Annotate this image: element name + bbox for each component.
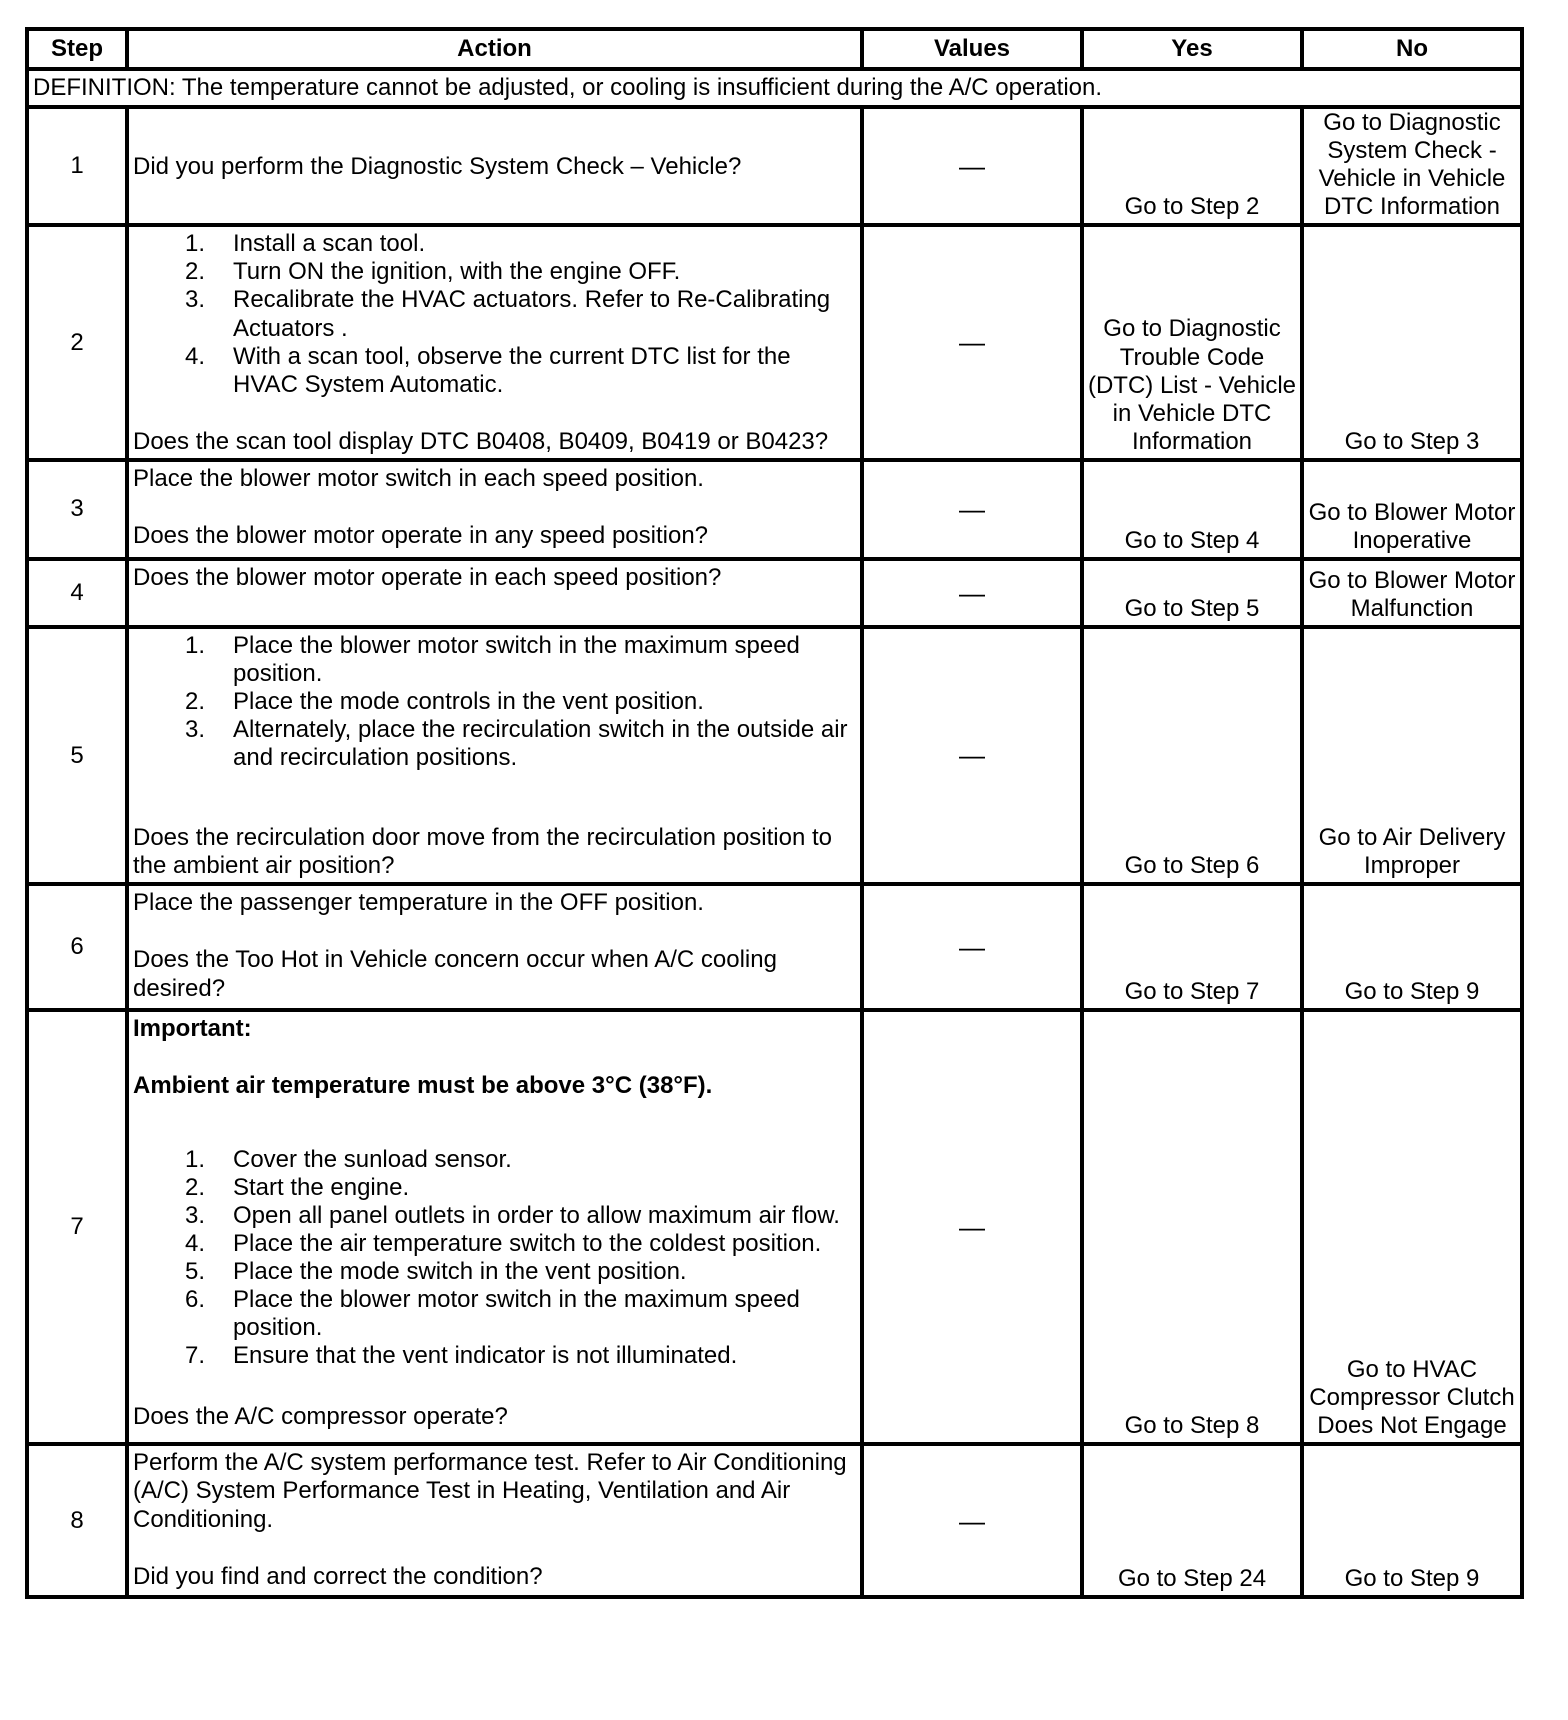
values-cell: —	[862, 627, 1082, 885]
header-yes: Yes	[1082, 29, 1302, 69]
action-cell	[127, 107, 862, 225]
header-no: No	[1302, 29, 1522, 69]
yes-cell: Go to Step 6	[1082, 627, 1302, 885]
list-item: 5. Place the mode switch in the vent position.	[184, 1257, 687, 1285]
yes-cell: Go to Step 7	[1082, 884, 1302, 1010]
table-row	[27, 627, 1522, 885]
values-cell: —	[862, 1444, 1082, 1597]
action-cell	[127, 884, 862, 1010]
table-row	[27, 559, 1522, 627]
no-cell: Go to HVAC Compressor Clutch Does Not Engage	[1302, 1010, 1522, 1444]
action-cell	[127, 627, 862, 885]
important-text: Ambient air temperature must be above 3°C (38°F).	[133, 1072, 713, 1100]
yes-cell: Go to Step 5	[1082, 559, 1302, 627]
step-number: 7	[27, 1010, 127, 1444]
step-number: 8	[27, 1444, 127, 1597]
yes-cell: Go to Step 24	[1082, 1444, 1302, 1597]
list-item: 3. Alternately, place the recirculation switch in the outside air and recirculation positions.	[184, 716, 848, 772]
table-row	[27, 460, 1522, 559]
list-item: 4. Place the air temperature switch to the coldest position.	[184, 1229, 822, 1257]
list-item: 3. Recalibrate the HVAC actuators. Refer to Re-Calibrating Actuators .	[184, 286, 831, 342]
header-action: Action	[127, 29, 862, 69]
yes-cell: Go to Diagnostic Trouble Code (DTC) List - Vehicle in Vehicle DTC Information	[1082, 225, 1302, 460]
action-question: Did you perform the Diagnostic System Check – Vehicle?	[133, 152, 742, 180]
step-number: 3	[27, 460, 127, 559]
table-row	[27, 1444, 1522, 1597]
action-cell	[127, 1444, 862, 1597]
yes-cell: Go to Step 4	[1082, 460, 1302, 559]
table-row	[27, 884, 1522, 1010]
step-number: 6	[27, 884, 127, 1010]
table-row	[27, 1010, 1522, 1444]
table-row	[27, 107, 1522, 225]
action-intro: Perform the A/C system performance test. Refer to Air Conditioning (A/C) System Performance Test in Heating, Ventilation and Air Conditioning.	[133, 1449, 847, 1533]
action-question: Does the scan tool display DTC B0408, B0409, B0419 or B0423?	[133, 427, 829, 455]
action-cell	[127, 460, 862, 559]
action-intro: Place the passenger temperature in the OFF position.	[133, 889, 704, 917]
list-item: 1. Cover the sunload sensor.	[184, 1145, 512, 1173]
list-item: 3. Open all panel outlets in order to allow maximum air flow.	[184, 1201, 840, 1229]
step-number: 5	[27, 627, 127, 885]
list-item: 2. Place the mode controls in the vent position.	[184, 688, 704, 716]
values-cell: —	[862, 460, 1082, 559]
no-cell: Go to Step 9	[1302, 884, 1522, 1010]
header-values: Values	[862, 29, 1082, 69]
list-item: 7. Ensure that the vent indicator is not illuminated.	[184, 1342, 738, 1370]
no-cell: Go to Step 3	[1302, 225, 1522, 460]
important-label: Important:	[133, 1015, 252, 1043]
step-number: 1	[27, 107, 127, 225]
action-question: Did you find and correct the condition?	[133, 1562, 543, 1590]
values-cell: —	[862, 884, 1082, 1010]
list-item: 2. Start the engine.	[184, 1173, 410, 1201]
no-cell: Go to Blower Motor Inoperative	[1302, 460, 1522, 559]
action-intro: Place the blower motor switch in each speed position.	[133, 464, 704, 492]
action-question: Does the blower motor operate in each speed position?	[133, 563, 722, 591]
step-number: 4	[27, 559, 127, 627]
action-list	[133, 1146, 856, 1371]
action-question: Does the blower motor operate in any speed position?	[133, 521, 709, 549]
list-item: 4. With a scan tool, observe the current DTC list for the HVAC System Automatic.	[184, 342, 791, 398]
list-item: 2. Turn ON the ignition, with the engine OFF.	[184, 258, 681, 286]
definition-row	[27, 69, 1522, 107]
no-cell: Go to Blower Motor Malfunction	[1302, 559, 1522, 627]
action-list	[133, 632, 856, 772]
values-cell: —	[862, 225, 1082, 460]
table-row	[27, 225, 1522, 460]
yes-cell: Go to Step 2	[1082, 107, 1302, 225]
action-cell	[127, 1010, 862, 1444]
action-cell	[127, 225, 862, 460]
values-cell: —	[862, 559, 1082, 627]
no-cell: Go to Step 9	[1302, 1444, 1522, 1597]
header-row	[27, 29, 1522, 69]
values-cell: —	[862, 1010, 1082, 1444]
no-cell: Go to Diagnostic System Check - Vehicle in Vehicle DTC Information	[1302, 107, 1522, 225]
no-cell: Go to Air Delivery Improper	[1302, 627, 1522, 885]
action-cell	[127, 559, 862, 627]
action-question: Does the A/C compressor operate?	[133, 1403, 508, 1431]
step-number: 2	[27, 225, 127, 460]
yes-cell: Go to Step 8	[1082, 1010, 1302, 1444]
values-cell: —	[862, 107, 1082, 225]
list-item: 1. Install a scan tool.	[184, 230, 426, 258]
list-item: 1. Place the blower motor switch in the maximum speed position.	[184, 631, 800, 687]
action-question: Does the Too Hot in Vehicle concern occur when A/C cooling desired?	[133, 946, 777, 1002]
header-step: Step	[27, 29, 127, 69]
definition-text: DEFINITION: The temperature cannot be adjusted, or cooling is insufficient during the A/C operation.	[27, 69, 1522, 107]
action-list	[133, 230, 856, 398]
diagnostic-table	[25, 27, 1524, 1599]
action-question: Does the recirculation door move from the recirculation position to the ambient air position?	[133, 824, 832, 880]
list-item: 6. Place the blower motor switch in the maximum speed position.	[184, 1285, 800, 1342]
